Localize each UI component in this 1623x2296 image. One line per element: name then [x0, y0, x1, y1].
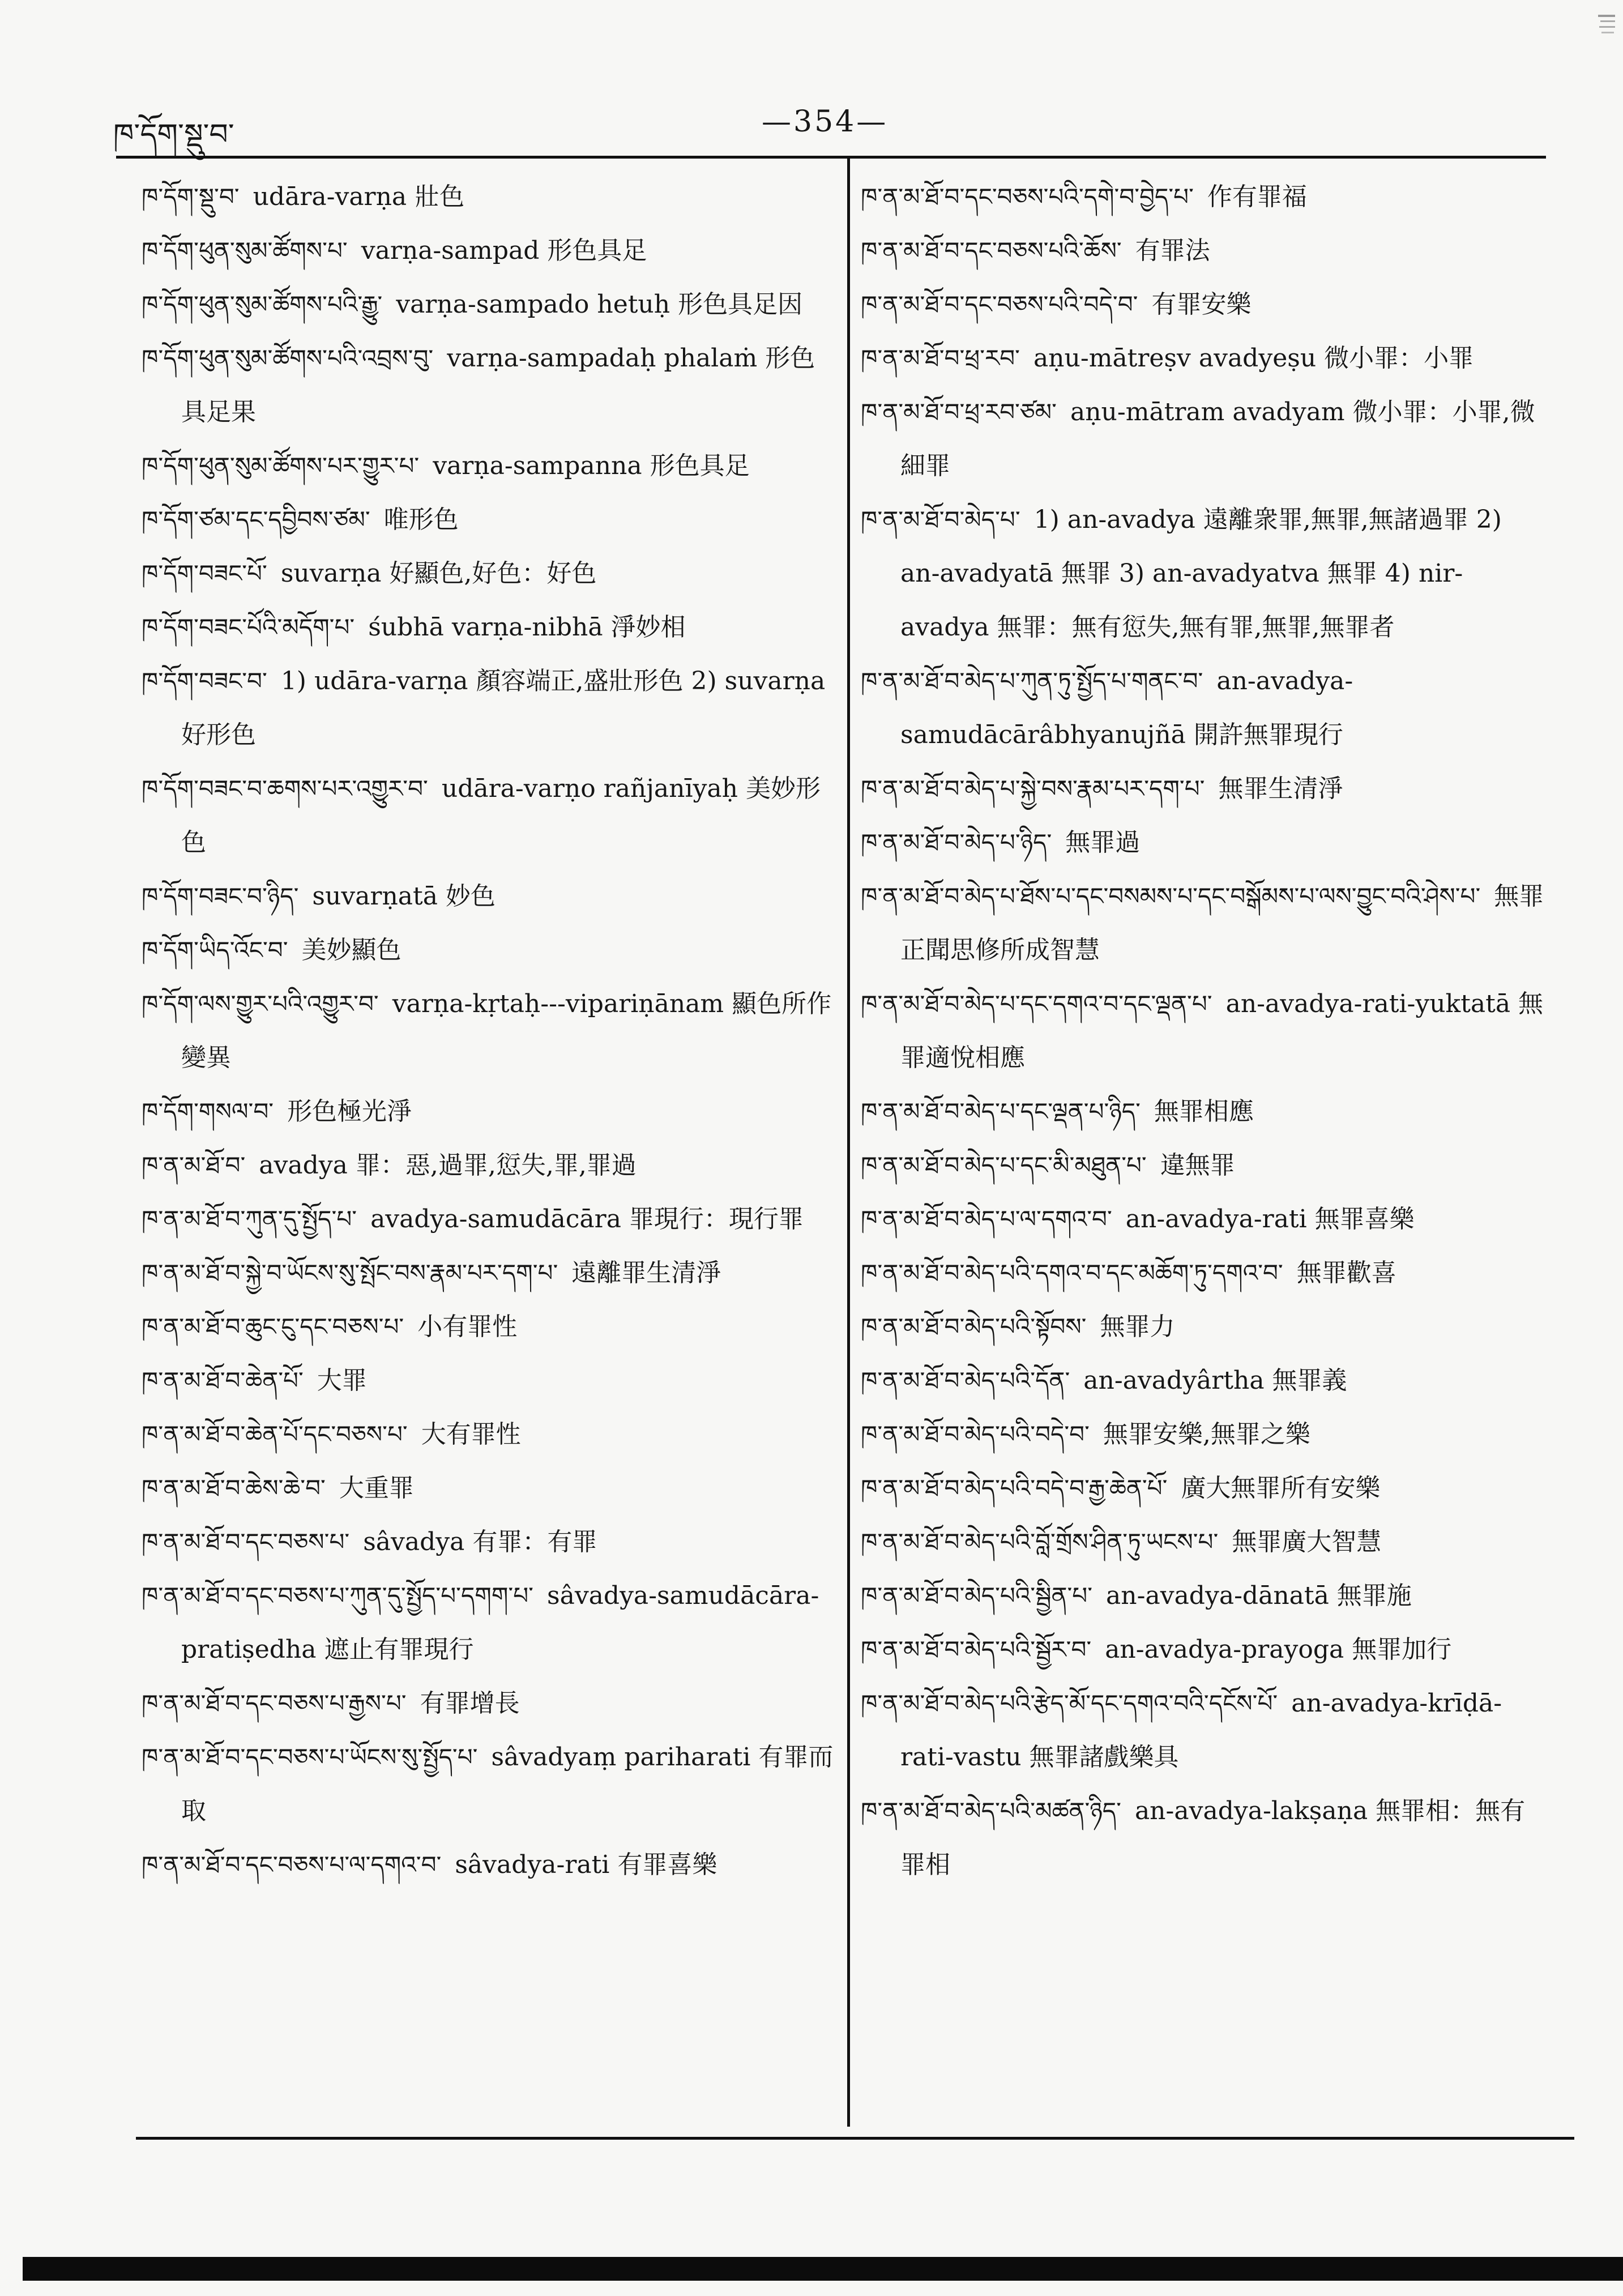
tibetan-headword: ཁ་ན་མ་ཐོ་བ་མེད་པ་ཀུན་ཏུ་སྤྱོད་པ་གནང་བ་ [861, 667, 1203, 695]
entry-gloss: 無罪力 [1100, 1312, 1175, 1341]
entry-gloss: 無罪正聞思修所成智慧 [900, 882, 1544, 965]
dictionary-entry [861, 816, 1549, 869]
entry-gloss: 美妙顯色 [301, 936, 402, 965]
tibetan-headword: ཁ་ན་མ་ཐོ་བ་དང་བཅས་པ་ལ་དགའ་བ་ [142, 1851, 442, 1879]
tibetan-headword: ཁ་ན་མ་ཐོ་བ་ [142, 1151, 246, 1179]
tibetan-headword: ཁ་ན་མ་ཐོ་བ་མེད་པའི་སྦྱོར་བ་ [861, 1636, 1092, 1663]
dictionary-entry [861, 278, 1549, 331]
tibetan-headword: ཁ་ན་མ་ཐོ་བ་ཀུན་དུ་སྤྱོད་པ་ [142, 1205, 357, 1233]
entry-gloss: 大有罪性 [421, 1420, 521, 1449]
dictionary-entry [142, 331, 835, 439]
tibetan-headword: ཁ་དོག་ཕུན་སུམ་ཚོགས་པ་ [142, 237, 348, 264]
dictionary-entry [142, 493, 835, 547]
entry-gloss: udāra-varṇa 壯色 [253, 182, 465, 211]
dictionary-entry [142, 224, 835, 278]
entry-gloss: suvarṇatā 妙色 [312, 882, 496, 911]
tibetan-headword: ཁ་ན་མ་ཐོ་བ་ཆུང་ངུ་དང་བཅས་པ་ [142, 1313, 404, 1341]
column-divider [847, 156, 850, 2127]
dictionary-entry [142, 278, 835, 331]
dictionary-entry [861, 1623, 1549, 1676]
entry-gloss: avadya-samudācāra 罪現行：現行罪 [370, 1205, 804, 1234]
dictionary-entry [861, 385, 1549, 493]
dictionary-entry [861, 1138, 1549, 1192]
dictionary-entry [142, 1300, 835, 1354]
dictionary-entry [861, 1192, 1549, 1246]
entry-gloss: 違無罪 [1160, 1151, 1235, 1180]
entry-gloss: 唯形色 [383, 505, 459, 534]
entry-gloss: an-avadya-lakṣaṇa 無罪相：無有罪相 [900, 1796, 1526, 1879]
dictionary-entry [142, 1407, 835, 1461]
dictionary-entry [861, 1569, 1549, 1623]
dictionary-entry [142, 654, 835, 762]
tibetan-headword: ཁ་ན་མ་ཐོ་བ་མེད་པའི་དོན་ [861, 1367, 1070, 1394]
tibetan-headword: ཁ་དོག་སྡུ་བ་ [142, 183, 240, 211]
dictionary-entry [861, 1300, 1549, 1354]
tibetan-headword: ཁ་ན་མ་ཐོ་བ་དང་བཅས་པའི་བདེ་བ་ [861, 291, 1138, 318]
entry-gloss: an-avadya-rati-yuktatā 無罪適悅相應 [900, 989, 1544, 1072]
tibetan-headword: ཁ་དོག་ཕུན་སུམ་ཚོགས་པའི་རྒྱུ་ [142, 291, 383, 318]
tibetan-headword: ཁ་ན་མ་ཐོ་བ་མེད་པའི་དགའ་བ་དང་མཆོག་ཏུ་དགའ་བ་ [861, 1259, 1283, 1287]
entry-gloss: 無罪安樂,無罪之樂 [1103, 1420, 1310, 1449]
entry-gloss: an-avadya-prayoga 無罪加行 [1105, 1635, 1452, 1664]
entry-gloss: 1) an-avadya 遠離衆罪,無罪,無諸過罪 2) an-avadyatā 無罪 3) an-avadyatva 無罪 4) nir-avadya 無罪：無有愆失,無有罪,無罪,無罪者 [900, 505, 1502, 642]
tibetan-headword: ཁ་ན་མ་ཐོ་བ་མེད་པ་ [861, 506, 1020, 534]
page-number: —354— [762, 105, 889, 139]
dictionary-entry [142, 1515, 835, 1569]
tibetan-headword: ཁ་ན་མ་ཐོ་བ་སྐྱེ་བ་ཡོངས་སུ་སྤོང་བས་རྣམ་པར་དག་པ་ [142, 1259, 558, 1287]
entry-gloss: varṇa-kṛtaḥ---vipariṇānam 顯色所作變異 [181, 989, 832, 1072]
dictionary-entry [142, 600, 835, 654]
tibetan-headword: ཁ་ན་མ་ཐོ་བ་མེད་པའི་སྦྱིན་པ་ [861, 1582, 1093, 1610]
page-header [113, 91, 1552, 153]
entry-gloss: sâvadya-samudācāra-pratiṣedha 遮止有罪現行 [181, 1581, 819, 1664]
dictionary-entry [142, 1730, 835, 1838]
tibetan-headword: ཁ་ན་མ་ཐོ་བ་དང་བཅས་པ་ཡོངས་སུ་སྤྱོད་པ་ [142, 1743, 478, 1771]
tibetan-headword: ཁ་ན་མ་ཐོ་བ་ཕྲ་རབ་ཙམ་ [861, 398, 1057, 426]
dictionary-entry [861, 654, 1549, 762]
scan-corner-mark [1596, 11, 1617, 45]
running-head: ཁ་དོག་སྡུ་བ་ [113, 118, 234, 152]
tibetan-headword: ཁ་ན་མ་ཐོ་བ་མེད་པའི་རྩེད་མོ་དང་དགའ་བའི་དངོས་པོ་ [861, 1689, 1278, 1717]
header-rule [116, 156, 1546, 159]
dictionary-entry [142, 1246, 835, 1300]
tibetan-headword: ཁ་དོག་བཟང་བ་ཉིད་ [142, 882, 299, 910]
entry-gloss: varṇa-sampad 形色具足 [361, 236, 647, 265]
tibetan-headword: ཁ་དོག་བཟང་པོའི་མདོག་པ་ [142, 613, 355, 641]
entry-gloss: 遠離罪生清淨 [571, 1258, 721, 1287]
entry-gloss: 形色極光淨 [287, 1097, 412, 1126]
dictionary-entry [142, 547, 835, 600]
dictionary-entry [142, 1354, 835, 1407]
tibetan-headword: ཁ་དོག་བཟང་བ་ཆགས་པར་འགྱུར་བ་ [142, 775, 428, 803]
dictionary-entry [142, 1461, 835, 1515]
entry-gloss: 作有罪福 [1207, 182, 1307, 211]
tibetan-headword: ཁ་ན་མ་ཐོ་བ་མེད་པའི་བདེ་བ་རྒྱ་ཆེན་པོ་ [861, 1474, 1168, 1502]
dictionary-entry [861, 1461, 1549, 1515]
entry-gloss: 無罪過 [1065, 828, 1141, 857]
entry-gloss: 無罪生清淨 [1218, 774, 1343, 803]
entry-gloss: varṇa-sampado hetuḥ 形色具足因 [396, 290, 803, 319]
entry-gloss: udāra-varṇo rañjanīyaḥ 美妙形色 [181, 774, 821, 857]
dictionary-entry [142, 1676, 835, 1730]
tibetan-headword: ཁ་ན་མ་ཐོ་བ་ཆེས་ཆེ་བ་ [142, 1474, 326, 1502]
tibetan-headword: ཁ་ན་མ་ཐོ་བ་མེད་པའི་མཚན་ཉིད་ [861, 1797, 1121, 1825]
tibetan-headword: ཁ་ན་མ་ཐོ་བ་མེད་པའི་བློ་གྲོས་ཤིན་ཏུ་ཡངས་པ་ [861, 1528, 1219, 1556]
footer-rule [136, 2137, 1574, 2140]
entry-gloss: 大重罪 [339, 1474, 414, 1503]
tibetan-headword: ཁ་ན་མ་ཐོ་བ་མེད་པ་ལ་དགའ་བ་ [861, 1205, 1112, 1233]
tibetan-headword: ཁ་དོག་ཡིད་འོང་བ་ [142, 936, 288, 964]
dictionary-entry [142, 439, 835, 493]
dictionary-entry [861, 762, 1549, 816]
dictionary-entry [861, 1085, 1549, 1138]
dictionary-entry [142, 869, 835, 923]
tibetan-headword: ཁ་ན་མ་ཐོ་བ་དང་བཅས་པའི་ཆོས་ [861, 237, 1122, 264]
entry-gloss: aṇu-mātram avadyam 微小罪：小罪,微細罪 [900, 398, 1535, 480]
entry-gloss: aṇu-mātreṣv avadyeṣu 微小罪：小罪 [1033, 344, 1474, 373]
tibetan-headword: ཁ་དོག་ཙམ་དང་དབྱིབས་ཙམ་ [142, 506, 370, 534]
entry-gloss: 有罪安樂 [1151, 290, 1252, 319]
entry-gloss: 有罪增長 [420, 1689, 520, 1718]
tibetan-headword: ཁ་ན་མ་ཐོ་བ་དང་བཅས་པ་ཀུན་དུ་སྤྱོད་པ་དགག་པ་ [142, 1582, 533, 1610]
dictionary-entry [861, 224, 1549, 278]
tibetan-headword: ཁ་དོག་ལས་གྱུར་པའི་འགྱུར་བ་ [142, 990, 379, 1018]
entry-gloss: 有罪法 [1135, 236, 1210, 265]
entry-gloss: an-avadya-dānatā 無罪施 [1106, 1581, 1412, 1610]
dictionary-entry [861, 1354, 1549, 1407]
entry-gloss: 小有罪性 [417, 1312, 518, 1341]
entry-gloss: an-avadyârtha 無罪義 [1083, 1366, 1347, 1395]
dictionary-entry [142, 1192, 835, 1246]
scan-edge-band [23, 2257, 1623, 2281]
dictionary-entry [142, 1838, 835, 1892]
tibetan-headword: ཁ་ན་མ་ཐོ་བ་དང་བཅས་པའི་དགེ་བ་བྱེད་པ་ [861, 183, 1194, 211]
entry-gloss: 廣大無罪所有安樂 [1181, 1474, 1381, 1503]
dictionary-entry [142, 762, 835, 869]
tibetan-headword: ཁ་ན་མ་ཐོ་བ་མེད་པ་ཐོས་པ་དང་བསམས་པ་དང་བསྒོམས་པ་ལས་བྱུང་བའི་ཤེས་པ་ [861, 882, 1481, 910]
entry-gloss: 1) udāra-varṇa 顏容端正,盛壯形色 2) suvarṇa 好形色 [181, 667, 826, 749]
tibetan-headword: ཁ་དོག་བཟང་པོ་ [142, 560, 267, 587]
entry-gloss: 大罪 [317, 1366, 367, 1395]
entry-gloss: varṇa-sampanna 形色具足 [433, 451, 750, 480]
dictionary-entry [861, 493, 1549, 654]
dictionary-entry [142, 170, 835, 224]
entry-gloss: suvarṇa 好顯色,好色：好色 [280, 559, 597, 588]
tibetan-headword: ཁ་དོག་བཟང་བ་ [142, 667, 267, 695]
entry-gloss: sâvadyaṃ pariharati 有罪而取 [181, 1743, 834, 1825]
tibetan-headword: ཁ་ན་མ་ཐོ་བ་མེད་པ་དང་དགའ་བ་དང་ལྡན་པ་ [861, 990, 1212, 1018]
entry-gloss: varṇa-sampadaḥ phalaṁ 形色具足果 [181, 344, 815, 426]
tibetan-headword: ཁ་ན་མ་ཐོ་བ་མེད་པའི་སྟོབས་ [861, 1313, 1087, 1341]
dictionary-entry [861, 170, 1549, 224]
dictionary-entry [861, 1246, 1549, 1300]
dictionary-entry [861, 977, 1549, 1085]
tibetan-headword: ཁ་ན་མ་ཐོ་བ་དང་བཅས་པ་རྒྱས་པ་ [142, 1689, 407, 1717]
right-column [861, 170, 1549, 1892]
entry-gloss: an-avadya-samudācārâbhyanujñā 開許無罪現行 [900, 667, 1353, 749]
tibetan-headword: ཁ་དོག་ཕུན་སུམ་ཚོགས་པའི་འབྲས་བུ་ [142, 344, 434, 372]
dictionary-entry [861, 1407, 1549, 1461]
dictionary-entry [861, 1515, 1549, 1569]
tibetan-headword: ཁ་དོག་ཕུན་སུམ་ཚོགས་པར་གྱུར་པ་ [142, 452, 420, 480]
dictionary-entry [142, 1085, 835, 1138]
entry-gloss: 無罪廣大智慧 [1232, 1527, 1382, 1556]
dictionary-entry [861, 1784, 1549, 1892]
entry-gloss: 無罪歡喜 [1296, 1258, 1396, 1287]
tibetan-headword: ཁ་ན་མ་ཐོ་བ་ཆེན་པོ་ [142, 1367, 304, 1394]
left-column [142, 170, 835, 1892]
tibetan-headword: ཁ་ན་མ་ཐོ་བ་མེད་པ་དང་མི་མཐུན་པ་ [861, 1151, 1147, 1179]
tibetan-headword: ཁ་ན་མ་ཐོ་བ་ཆེན་པོ་དང་བཅས་པ་ [142, 1420, 408, 1448]
dictionary-entry [861, 1676, 1549, 1784]
tibetan-headword: ཁ་ན་མ་ཐོ་བ་ཕྲ་རབ་ [861, 344, 1020, 372]
entry-gloss: 無罪相應 [1154, 1097, 1254, 1126]
dictionary-entry [142, 1569, 835, 1676]
entry-gloss: sâvadya 有罪：有罪 [363, 1527, 597, 1556]
dictionary-entry [142, 923, 835, 977]
tibetan-headword: ཁ་དོག་གསལ་བ་ [142, 1098, 274, 1125]
dictionary-entry [861, 869, 1549, 977]
dictionary-entry [142, 1138, 835, 1192]
tibetan-headword: ཁ་ན་མ་ཐོ་བ་མེད་པ་དང་ལྡན་པ་ཉིད་ [861, 1098, 1141, 1125]
entry-gloss: śubhā varṇa-nibhā 淨妙相 [368, 613, 686, 642]
entry-gloss: sâvadya-rati 有罪喜樂 [455, 1850, 717, 1879]
dictionary-entry [142, 977, 835, 1085]
entry-gloss: an-avadya-rati 無罪喜樂 [1125, 1205, 1415, 1234]
tibetan-headword: ཁ་ན་མ་ཐོ་བ་མེད་པ་ཉིད་ [861, 829, 1052, 856]
tibetan-headword: ཁ་ན་མ་ཐོ་བ་མེད་པ་སྐྱེ་བས་རྣམ་པར་དག་པ་ [861, 775, 1205, 803]
entry-gloss: avadya 罪：惡,過罪,愆失,罪,罪過 [259, 1151, 637, 1180]
tibetan-headword: ཁ་ན་མ་ཐོ་བ་མེད་པའི་བདེ་བ་ [861, 1420, 1090, 1448]
entry-gloss: an-avadya-krīḍā-rati-vastu 無罪諸戲樂具 [900, 1689, 1502, 1772]
tibetan-headword: ཁ་ན་མ་ཐོ་བ་དང་བཅས་པ་ [142, 1528, 350, 1556]
dictionary-entry [861, 331, 1549, 385]
